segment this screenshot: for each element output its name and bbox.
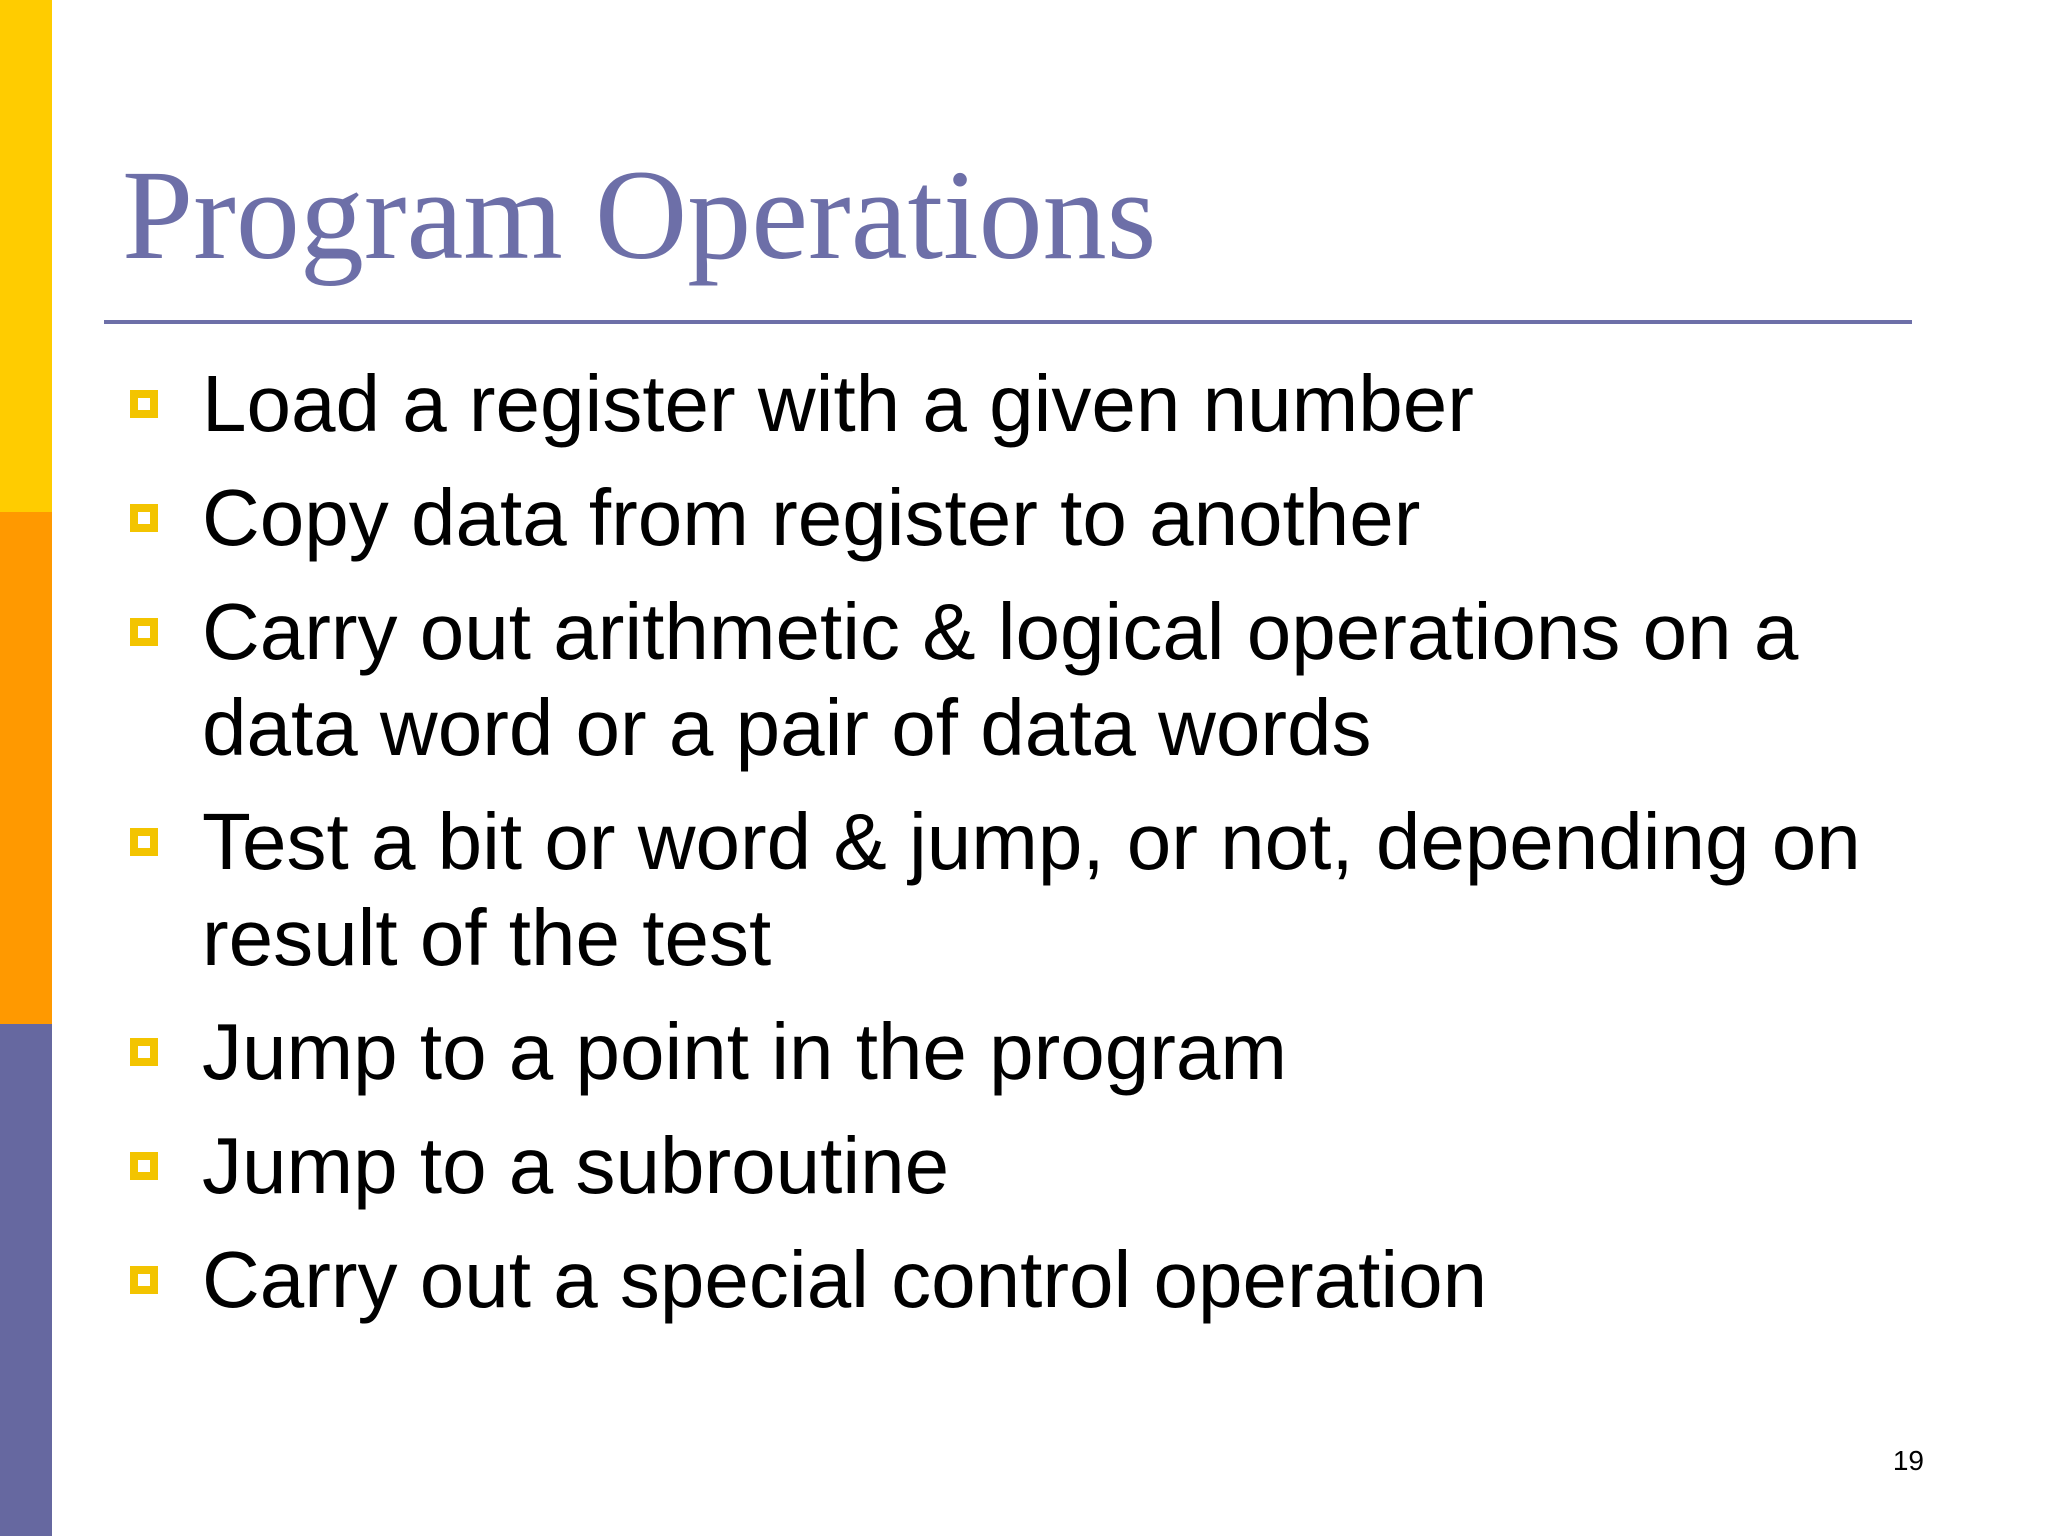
bullet-item [130, 794, 1910, 986]
bullet-text: Load a register with a given number [202, 359, 1474, 448]
bullet-item [130, 1118, 1910, 1214]
bullet-text: Test a bit or word & jump, or not, depending on result of the test [202, 797, 1861, 982]
sidebar-segment-purple [0, 1024, 52, 1536]
bullet-text: Carry out a special control operation [202, 1235, 1488, 1324]
bullet-text: Jump to a subroutine [202, 1121, 950, 1210]
hollow-square-icon [130, 504, 158, 532]
bullet-item [130, 356, 1910, 452]
bullet-text: Copy data from register to another [202, 473, 1421, 562]
bullet-item [130, 584, 1910, 776]
bullet-item [130, 1004, 1910, 1100]
hollow-square-icon [130, 1266, 158, 1294]
hollow-square-icon [130, 390, 158, 418]
sidebar-segment-orange [0, 512, 52, 1024]
slide-title: Program Operations [122, 144, 1157, 286]
page-number: 19 [1892, 1445, 1924, 1476]
hollow-square-icon [130, 1038, 158, 1066]
title-underline [104, 320, 1912, 324]
bullet-item [130, 470, 1910, 566]
sidebar-segment-yellow [0, 0, 52, 512]
bullet-list [130, 356, 1910, 1346]
bullet-text: Jump to a point in the program [202, 1007, 1288, 1096]
sidebar-accent [0, 0, 52, 1536]
bullet-text: Carry out arithmetic & logical operations on a data word or a pair of data words [202, 587, 1799, 772]
hollow-square-icon [130, 618, 158, 646]
hollow-square-icon [130, 828, 158, 856]
bullet-item [130, 1232, 1910, 1328]
hollow-square-icon [130, 1152, 158, 1180]
